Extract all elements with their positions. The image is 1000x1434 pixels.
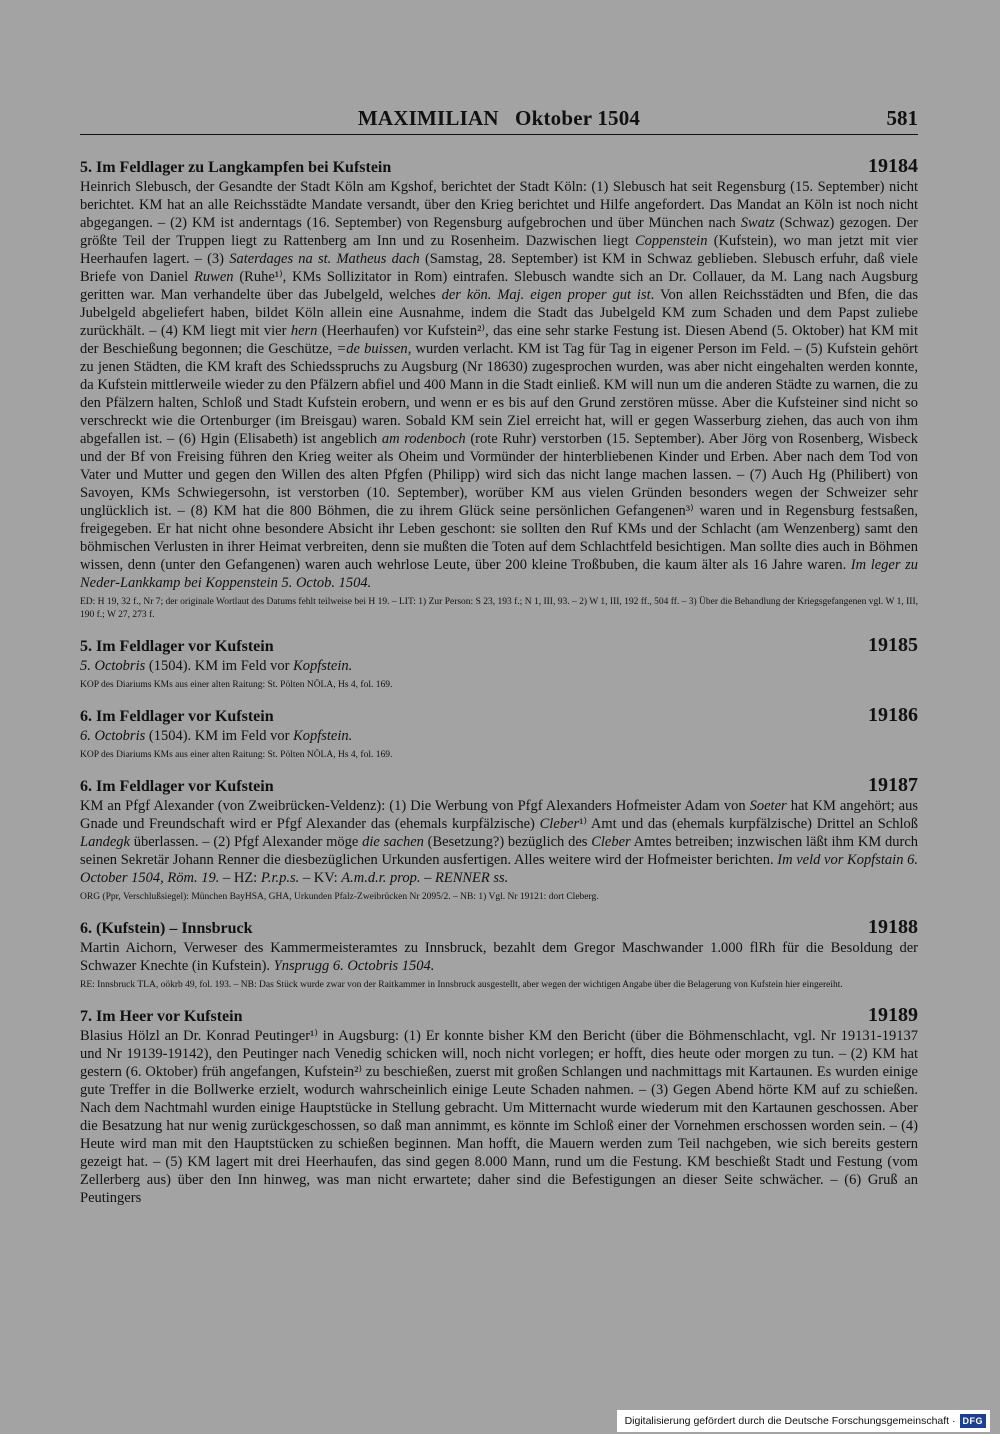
dfg-logo-icon: DFG bbox=[960, 1414, 987, 1428]
entry-body-text: (rote Ruhr) verstorben (15. September). Aber Jörg von Rosenberg, Wisbeck und der Bf von Freising führen den Krieg weiter als Oheim und Vormünder der hinterbliebenen Kinder und Erben. Aber nach dem Tod von Vater und Mutter und gegen den Willen des alten Pfgfen (Philipp) wird sich das nicht lange machen lassen. – (7) Auch Hg (Philibert) von Savoyen, KMs Schwiegersohn, ist verstorben (10. September), worüber KM aus vielen Gründen besonders wegen der Schweizer sehr unglücklich ist. – (8) KM hat die 800 Böhmen, die zu ihrem Glück seine persönlichen Gefangenen³⁾ waren und in Regensburg festsaßen, freigegeben. Er hat nicht ohne besondere Absicht ihr Leben geschont: sie sollten den Ruf KMs und der Schlacht (am Wenzenberg) samt den böhmischen Verlusten in ihrer Heimat verbreiten, denn sie mußten die Toten auf dem Schlachtfeld besichtigen. Man sollte dies auch in Böhmen wissen, denn (unter den Gefangenen) waren auch wehrlose Leute, über 200 kleine Troßbuben, die kaum älter als 16 Jahre waren. bbox=[80, 431, 918, 573]
entry-body-italic: am rodenboch bbox=[381, 431, 466, 447]
entry-body-text: (1504). KM im Feld vor bbox=[145, 728, 294, 744]
entry-note: ED: H 19, 32 f., Nr 7; der originale Wortlaut des Datums fehlt teilweise bei H 19. – LIT: 1) Zur Person: S 23, 193 f.; N 1, III, 93. – 2) W 1, III, 192 ff., 504 ff. – 3) Über die Behandlung der Kriegsgefangenen vgl. W 1, III, 190 f.; W 27, 273 f. bbox=[80, 597, 918, 620]
entry-body-text: , wurden verlacht. KM ist Tag für Tag in eigener Person im Feld. – (5) Kufstein gehört zu jenen Städten, die KM kraft des Schiedsspruchs zu Augsburg (Nr 18630) zugesprochen wurden, was aber nicht eingehalten werden konnte, da Kufstein mittlerweile wieder zu den Pfälzern abfiel und 400 Mann in die Stadt einließ. KM will nun um die anderen Städte zu warnen, die zu den Pfälzern halten, Schloß und Stadt Kufstein erobern, und wenn er es bis auf den Grund zerstören müsse. Aber die Kufsteiner sind nicht so verschreckt wie die Ortenburger (im Breisgau) waren. Sobald KM sein Ziel erreicht hat, will er gegen Wasserburg ziehen, das auch von ihm abgefallen ist. – (6) Hgin (Elisabeth) ist angeblich bbox=[80, 341, 918, 447]
entry-number: 19184 bbox=[868, 155, 918, 177]
entry-body-text: Blasius Hölzl an Dr. Konrad Peutinger¹⁾ in Augsburg: (1) Er konnte bisher KM den Bericht (über die Böhmenschlacht, vgl. Nr 19131-19137 und Nr 19139-19142), den Peutinger nach Venedig schicken will, noch nicht vorlegen; er hofft, dies heute oder morgen zu tun. – (2) KM hat gestern (6. Oktober) früh angefangen, Kufstein²⁾ zu beschießen, zuerst mit großen Schlangen und nachmittags mit Kartaunen. Es wurden einige gute Treffer in die Bollwerke erzielt, wodurch wahrscheinlich einige Leute Schaden nahmen. – (3) Gegen Abend hörte KM auf zu schießen. Nach dem Nachtmahl wurden einige Hauptstücke in Stellung gebracht. Um Mitternacht wurde wiederum mit den Kartaunen geschossen. Aber die Besatzung hat nur wenig zurückgeschossen, so daß man annimmt, es könnte im Schloß einer der Vornehmen erschossen worden sein. – (4) Heute wird man mit den Hauptstücken zu schießen beginnen. Man hofft, die Mauern werden zum Teil nachgeben, wie sich bereits gestern gezeigt hat. – (5) KM lagert mit drei Heerhaufen, das sind gegen 8.000 Mann, rund um die Festung. KM beschießt Stadt und Festung (vom Zellerberg aus) über den Inn hinweg, was man nicht erwartete; daher sind die Befestigungen an dieser Seite schwächer. – (6) Gruß an Peutingers bbox=[80, 1028, 918, 1206]
entry-body-text: (Besetzung?) bezüglich des bbox=[423, 834, 592, 850]
entry-note: KOP des Diariums KMs aus einer alten Raitung: St. Pölten NÖLA, Hs 4, fol. 169. bbox=[80, 750, 393, 760]
entry-body-italic: P.r.p.s. bbox=[260, 870, 300, 886]
entry-body-text: Heinrich Slebusch, der Gesandte der Stadt Köln am Kgshof, berichtet der Stadt Köln: (1) Slebusch hat seit Regensburg (15. September) nicht berichtet. KM hat an alle Reichsstädte Mandate versandt, über den Krieg berichtet und Hilfe angefordert. Das Mandat an Köln ist noch nicht abgegangen. – (2) KM ist anderntags (16. September) von Regensburg aufgebrochen und über München nach bbox=[80, 179, 918, 231]
entry-note: KOP des Diariums KMs aus einer alten Raitung: St. Pölten NÖLA, Hs 4, fol. 169. bbox=[80, 680, 393, 690]
entry-body-text: Amtes betreiben; inzwischen läßt ihm KM durch seinen Sekretär Johann Renner die diesbezüglichen Urkunden ausfertigen. Alles weitere wird der Hofmeister berichten. bbox=[80, 834, 919, 868]
entry-number: 19189 bbox=[868, 1004, 918, 1026]
entry-body-text: – HZ: bbox=[219, 870, 261, 886]
entry-place: 6. (Kufstein) – Innsbruck bbox=[80, 920, 253, 937]
entry-body-text: (Kufstein), wo man jetzt mit vier Heerhaufen lagert. – (3) bbox=[80, 233, 918, 267]
entry-body-text: (Ruhe¹⁾, KMs Sollizitator in Rom) eintrafen. Slebusch wandte sich an Dr. Collauer, da M. Lang nach Augsburg geritten war. Man verhandelte über das Jubelgeld, welches bbox=[80, 269, 918, 303]
entry-place: 6. Im Feldlager vor Kufstein bbox=[80, 708, 274, 725]
entry bbox=[80, 918, 918, 992]
entry bbox=[80, 157, 918, 622]
entry-body-italic: Coppenstein bbox=[634, 233, 708, 249]
entry-body-italic: die sachen bbox=[362, 834, 424, 850]
entry-number: 19186 bbox=[868, 704, 918, 726]
entry-body-italic: Ruwen bbox=[194, 269, 234, 285]
entry bbox=[80, 706, 918, 762]
entry-body bbox=[80, 657, 918, 675]
entry-body-text: ¹⁾ Amt und das (ehemals kurpfälzische) Drittel an Schloß bbox=[579, 816, 918, 832]
entry-body bbox=[80, 939, 918, 975]
entry-header bbox=[80, 706, 918, 726]
entry-body-italic: hern bbox=[290, 323, 318, 339]
entry-body-italic: Swatz bbox=[740, 215, 775, 231]
entry-body-italic: Im leger zu Neder-Lankkamp bei Koppenstein 5. Octob. 1504. bbox=[80, 557, 918, 591]
entry-note: RE: Innsbruck TLA, oökrb 49, fol. 193. – NB: Das Stück wurde zwar von der Raitkammer in Innsbruck ausgestellt, aber wegen der wichtigen Angabe über die Belagerung von Kufstein hier eingereiht. bbox=[80, 980, 843, 990]
entry-body-italic: 6. Octobris bbox=[80, 728, 146, 744]
entry-body-italic: Landegk bbox=[80, 834, 130, 850]
entry-body bbox=[80, 797, 918, 887]
entry-note: ORG (Ppr, Verschlußsiegel): München BayHSA, GHA, Urkunden Pfalz-Zweibrücken Nr 2095/2. – NB: 1) Vgl. Nr 19121: dort Cleberg. bbox=[80, 892, 599, 902]
entry-body-text: (Samstag, 28. September) ist KM in Schwaz geblieben. Slebusch erfuhr, daß viele Briefe von Daniel bbox=[80, 251, 918, 285]
entry bbox=[80, 1006, 918, 1207]
entry-header bbox=[80, 157, 918, 177]
entry-body-text: – KV: bbox=[299, 870, 342, 886]
entry-body-text: (Heerhaufen) vor Kufstein²⁾, das eine sehr starke Festung ist. Diesen Abend (5. Oktober) hat KM mit der Beschießung begonnen; die Geschütze, bbox=[80, 323, 918, 357]
entry-body bbox=[80, 727, 918, 745]
entry-body bbox=[80, 1027, 918, 1207]
entry-body-italic: Kopfstein. bbox=[293, 658, 353, 674]
entry-body-text: überlassen. – (2) Pfgf Alexander möge bbox=[129, 834, 363, 850]
entry-body-text: (1504). KM im Feld vor bbox=[145, 658, 294, 674]
entry-number: 19185 bbox=[868, 634, 918, 656]
entry-body-text: hat KM angehört; aus Gnade und Freundschaft wird er Pfgf Alexander das (ehemals kurpfälzische) bbox=[80, 798, 919, 832]
running-title: MAXIMILIAN Oktober 1504 bbox=[357, 106, 641, 130]
entry-body-italic: Kopfstein. bbox=[293, 728, 353, 744]
entry-place: 7. Im Heer vor Kufstein bbox=[80, 1008, 243, 1025]
entry-body-text: . Von allen Reichsstädten und Bfen, die das Jubelgeld abgeliefert haben, bildet Köln allein eine Ausnahme, indem die Stadt das Jubelgeld KM zum Schaden und dem Papst zuliebe zurückhält. – (4) KM liegt mit vier bbox=[80, 287, 918, 339]
entry-body-text: Martin Aichorn, Verweser des Kammermeisteramtes zu Innsbruck, bezahlt dem Gregor Maschwander 1.000 flRh für die Besoldung der Schwazer Knechte (in Kufstein). bbox=[80, 940, 918, 974]
footer-text: Digitalisierung gefördert durch die Deutsche Forschungsgemeinschaft · bbox=[624, 1415, 956, 1427]
entry-header bbox=[80, 636, 918, 656]
entry-body-text: (Schwaz) gezogen. Der größte Teil der Truppen liegt zu Rattenberg am Inn und zu Rosenheim. Dazwischen liegt bbox=[80, 215, 918, 249]
entry-body-italic: =de buissen bbox=[336, 341, 408, 357]
entry-body-italic: A.m.d.r. prop. – RENNER ss. bbox=[341, 870, 509, 886]
page-number: 581 bbox=[886, 106, 918, 130]
entry-body-italic: Ynsprugg 6. Octobris 1504. bbox=[273, 958, 435, 974]
entry-header bbox=[80, 776, 918, 796]
entries-list bbox=[80, 157, 918, 1207]
entry-place: 6. Im Feldlager vor Kufstein bbox=[80, 778, 274, 795]
entry-body bbox=[80, 178, 918, 592]
entry-body-italic: Soeter bbox=[749, 798, 787, 814]
entry bbox=[80, 636, 918, 692]
running-head bbox=[80, 100, 918, 135]
entry-body-italic: Cleber bbox=[591, 834, 631, 850]
footer-credit bbox=[617, 1410, 990, 1432]
entry-body-italic: Saterdages na st. Matheus dach bbox=[229, 251, 420, 267]
entry-number: 19188 bbox=[868, 916, 918, 938]
entry-body-italic: Im veld vor Kopfstain 6. October 1504, Röm. 19. bbox=[80, 852, 918, 886]
entry-body-italic: der kön. Maj. eigen proper gut ist bbox=[441, 287, 651, 303]
entry-body-italic: 5. Octobris bbox=[80, 658, 146, 674]
entry-body-text: KM an Pfgf Alexander (von Zweibrücken-Veldenz): (1) Die Werbung von Pfgf Alexanders Hofmeister Adam von bbox=[80, 798, 750, 814]
entry-header bbox=[80, 918, 918, 938]
entry bbox=[80, 776, 918, 904]
entry-number: 19187 bbox=[868, 774, 918, 796]
entry-body-italic: Cleber bbox=[539, 816, 580, 832]
entry-header bbox=[80, 1006, 918, 1026]
page-content bbox=[80, 100, 918, 1207]
entry-place: 5. Im Feldlager vor Kufstein bbox=[80, 638, 274, 655]
entry-place: 5. Im Feldlager zu Langkampfen bei Kufstein bbox=[80, 159, 392, 176]
